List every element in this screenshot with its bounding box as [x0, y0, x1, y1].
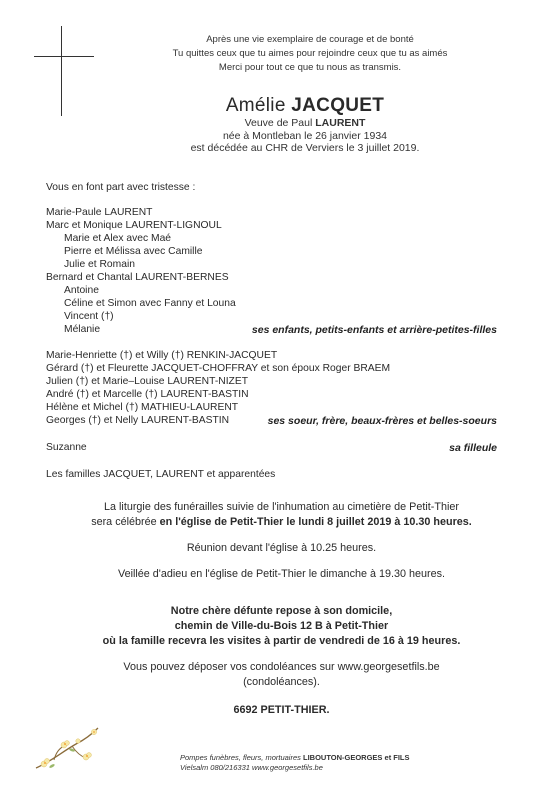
family-member: Marie-Henriette (†) et Willy (†) RENKIN-JACQUET — [46, 350, 278, 361]
ceremony-line: sera célébrée en l'église de Petit-Thier le lundi 8 juillet 2019 à 10.30 heures. — [91, 516, 472, 528]
domicile-line: Notre chère défunte repose à son domicile, — [170, 605, 393, 617]
ceremony-info — [60, 500, 503, 530]
family-member: Gérard (†) et Fleurette JACQUET-CHOFFRAY et son époux Roger BRAEM — [46, 363, 391, 374]
birth-info: née à Montleban le 26 janvier 1934 — [222, 129, 388, 142]
family-member: Hélène et Michel (†) MATHIEU-LAURENT — [46, 402, 239, 413]
family-member: Marie et Alex avec Maé — [64, 233, 172, 244]
families-line: Les familles JACQUET, LAURENT et apparentées — [46, 469, 276, 480]
verse-line: Merci pour tout ce que tu nous as transmis. — [218, 62, 402, 73]
family-member: Marc et Monique LAURENT-LIGNOUL — [46, 220, 222, 231]
deceased-header — [130, 95, 480, 155]
family-member: Antoine — [64, 285, 99, 296]
deceased-name — [130, 95, 480, 117]
family-member: Julie et Romain — [64, 259, 135, 270]
death-info: est décédée au CHR de Verviers le 3 juillet 2019. — [190, 142, 420, 154]
relation-label: ses soeur, frère, beaux-frères et belles-soeurs — [267, 415, 497, 427]
ceremony-line: La liturgie des funérailles suivie de l'inhumation au cimetière de Petit-Thier — [104, 501, 459, 513]
intro-text: Vous en font part avec tristesse : — [46, 182, 196, 193]
postal-address: 6692 PETIT-THIER. — [233, 704, 330, 716]
family-member: Marie-Paule LAURENT — [46, 207, 153, 218]
vigil-info: Veillée d'adieu en l'église de Petit-Thier le dimanche à 19.30 heures. — [117, 568, 446, 580]
reunion-info: Réunion devant l'église à 10.25 heures. — [186, 542, 377, 554]
relation-label: sa filleule — [449, 442, 497, 454]
family-member: André (†) et Marcelle (†) LAURENT-BASTIN — [46, 389, 249, 400]
condolences-info — [60, 660, 503, 690]
footer-line: Vielsalm 080/216331 www.georgesetfils.be — [180, 763, 323, 772]
family-member: Pierre et Mélissa avec Camille — [64, 246, 203, 257]
domicile-line: où la famille recevra les visites à partir de vendredi de 16 à 19 heures. — [102, 635, 461, 647]
family-member: Georges (†) et Nelly LAURENT-BASTIN — [46, 415, 230, 426]
relation-label: ses enfants, petits-enfants et arrière-petites-filles — [251, 324, 497, 336]
footer-line: Pompes funèbres, fleurs, mortuaires LIBOUTON-GEORGES et FILS — [180, 753, 410, 762]
widow-of: Veuve de Paul LAURENT — [244, 117, 366, 129]
family-member: Bernard et Chantal LAURENT-BERNES — [46, 272, 229, 283]
family-member: Vincent (†) — [64, 311, 114, 322]
verse-line: Après une vie exemplaire de courage et de bonté — [206, 34, 414, 45]
flower-branch-icon — [32, 722, 102, 774]
cross-icon — [34, 26, 94, 116]
domicile-info — [60, 604, 503, 649]
family-member: Céline et Simon avec Fanny et Louna — [64, 298, 236, 309]
family-member: Suzanne — [46, 442, 87, 453]
funeral-home-footer — [180, 753, 440, 773]
verse-line: Tu quittes ceux que tu aimes pour rejoindre ceux que tu as aimés — [172, 48, 448, 59]
condolences-line: Vous pouvez déposer vos condoléances sur www.georgesetfils.be — [123, 661, 440, 673]
family-member: Julien (†) et Marie–Louise LAURENT-NIZET — [46, 376, 249, 387]
opening-verse — [110, 33, 510, 75]
condolences-line: (condoléances). — [243, 676, 320, 688]
domicile-line: chemin de Ville-du-Bois 12 B à Petit-Thier — [174, 620, 389, 632]
first-name: Amélie — [225, 95, 286, 116]
family-member: Mélanie — [64, 324, 101, 335]
last-name: JACQUET — [291, 95, 385, 116]
